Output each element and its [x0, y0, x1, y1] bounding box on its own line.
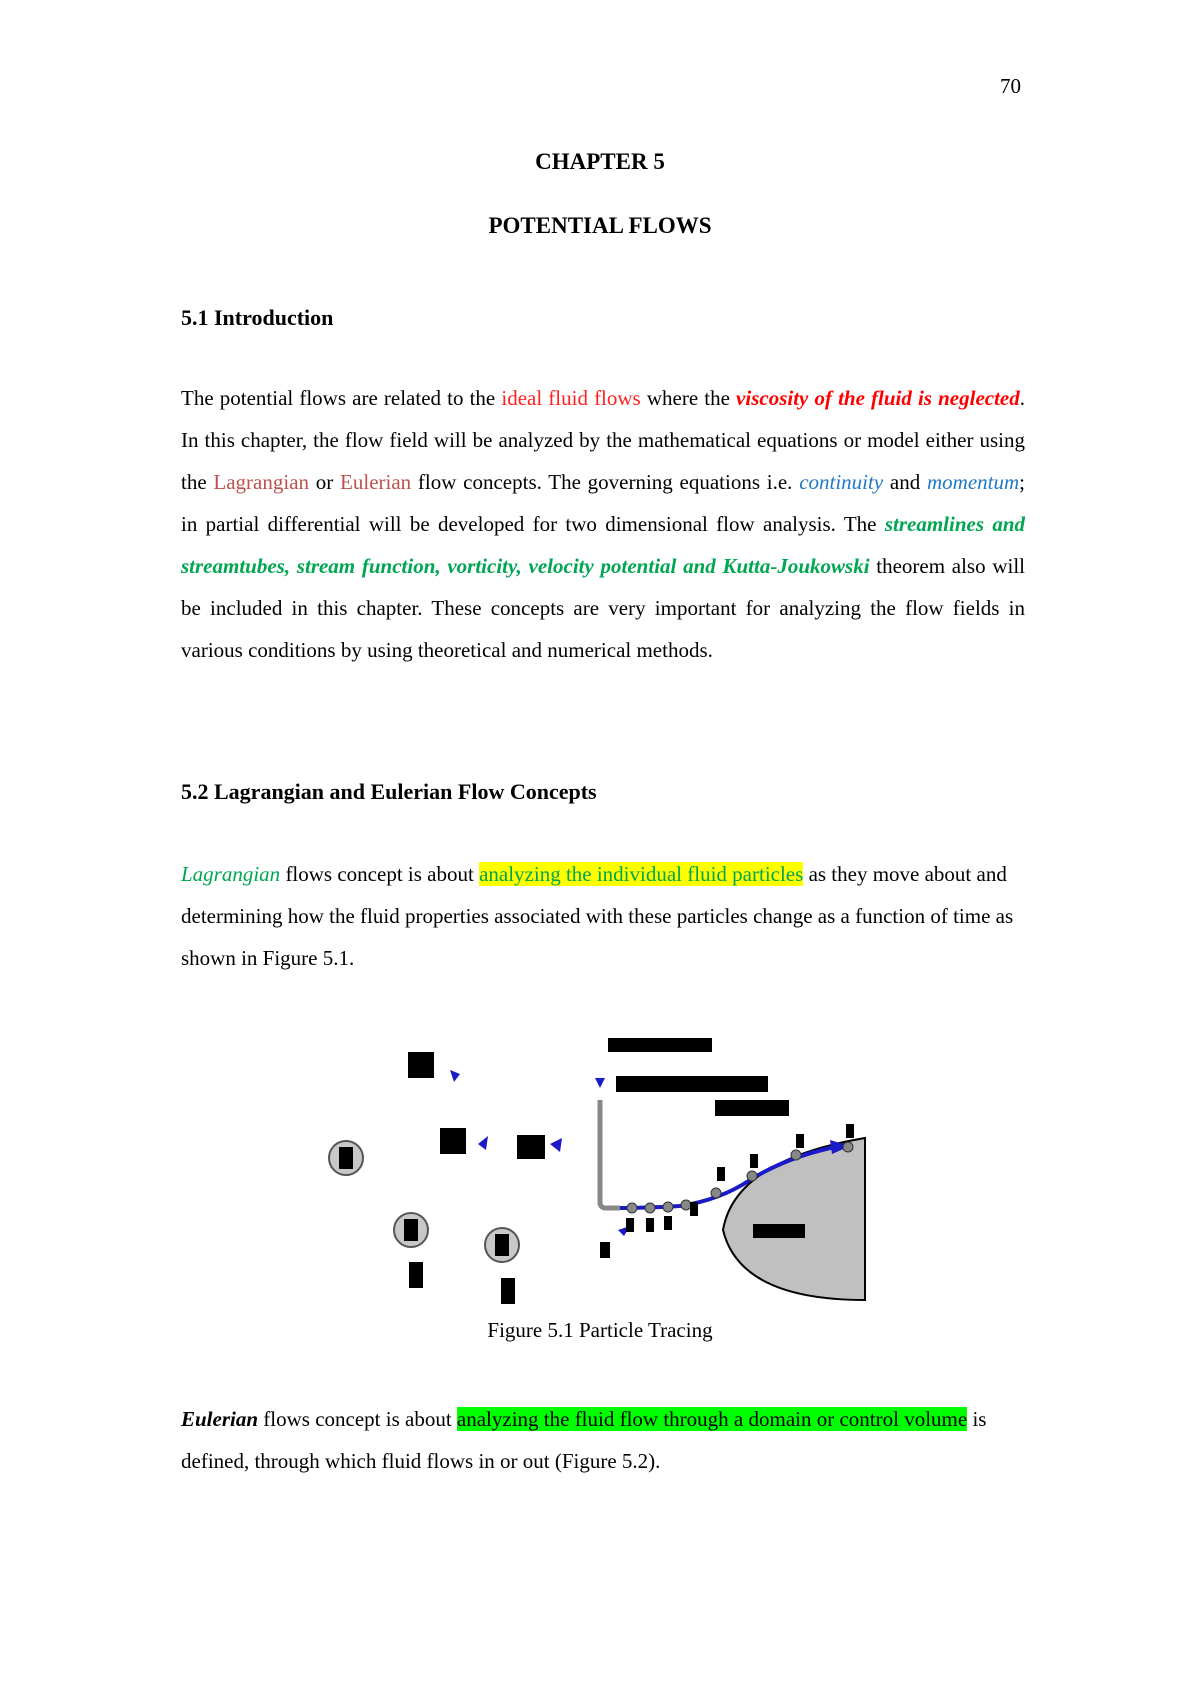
redacted-label — [501, 1278, 515, 1304]
eulerian-paragraph — [181, 1398, 1025, 1482]
topics-list: streamlines and streamtubes, stream function, vorticity, velocity potential and Kutta-Joukowski — [181, 512, 1026, 578]
redacted-label — [715, 1100, 789, 1116]
lagrangian-paragraph — [181, 853, 1025, 979]
particle-circle — [394, 1213, 428, 1247]
arrow-icon — [478, 1136, 488, 1150]
particle-circle — [485, 1228, 519, 1262]
text-run: flows concept is about — [258, 1407, 457, 1431]
text-run: The potential flows are related to the — [181, 386, 502, 410]
text-run: where the — [640, 386, 737, 410]
redacted-label — [517, 1135, 545, 1159]
text-run: flows concept is about — [280, 862, 480, 886]
introduction-paragraph — [181, 377, 1025, 671]
figure-caption: Figure 5.1 Particle Tracing — [487, 1318, 713, 1342]
text-run: . In this chapter, the flow field will be analyzed by the mathematical equations or model either using the — [181, 386, 1025, 494]
viscosity-term: viscosity of the fluid is neglected — [736, 386, 1020, 410]
text-run: or — [309, 470, 341, 494]
lagrangian-term: Lagrangian — [213, 470, 310, 494]
redacted-label — [408, 1052, 434, 1078]
eulerian-highlight: analyzing the fluid flow through a domain or control volume — [456, 1407, 968, 1431]
redacted-label — [753, 1224, 805, 1238]
text-run: is defined, through which fluid flows in or out (Figure 5.2). — [181, 1407, 987, 1473]
particle-tracing-figure — [320, 1030, 880, 1310]
section-heading-introduction: 5.1 Introduction — [181, 305, 334, 330]
momentum-term: momentum — [927, 470, 1020, 494]
arrow-icon — [450, 1070, 460, 1082]
redacted-label — [608, 1038, 712, 1052]
ideal-fluid-flows-term: ideal fluid flows — [501, 386, 641, 410]
text-run: theorem also will be included in this chapter. These concepts are very important for analyzing the flow fields in various conditions by using theoretical and numerical methods. — [181, 554, 1025, 662]
chapter-label: CHAPTER 5 — [535, 149, 665, 174]
particle-circle — [329, 1141, 363, 1175]
text-run: as they move about and determining how the fluid properties associated with these particles change as a function of time as shown in Figure 5.1. — [181, 862, 1014, 970]
eulerian-term: Eulerian — [181, 1407, 259, 1431]
text-run: flow concepts. The governing equations i.e. — [411, 470, 800, 494]
page-number: 70 — [1000, 74, 1021, 98]
eulerian-term: Eulerian — [340, 470, 412, 494]
redacted-label — [409, 1262, 423, 1288]
chapter-title: POTENTIAL FLOWS — [488, 213, 712, 238]
section-heading-lagrangian-eulerian: 5.2 Lagrangian and Eulerian Flow Concepts — [181, 779, 597, 804]
redacted-label — [600, 1242, 610, 1258]
blunt-body — [723, 1138, 865, 1300]
injector-tube — [600, 1100, 620, 1208]
lagrangian-highlight: analyzing the individual fluid particles — [479, 862, 804, 886]
arrow-icon — [595, 1078, 605, 1088]
redacted-label — [440, 1128, 466, 1154]
text-run: and — [883, 470, 927, 494]
text-run: ; in partial differential will be developed for two dimensional flow analysis. The — [181, 470, 1025, 536]
continuity-term: continuity — [799, 470, 884, 494]
redacted-label — [616, 1076, 768, 1092]
arrow-icon — [550, 1138, 562, 1152]
lagrangian-term: Lagrangian — [181, 862, 281, 886]
